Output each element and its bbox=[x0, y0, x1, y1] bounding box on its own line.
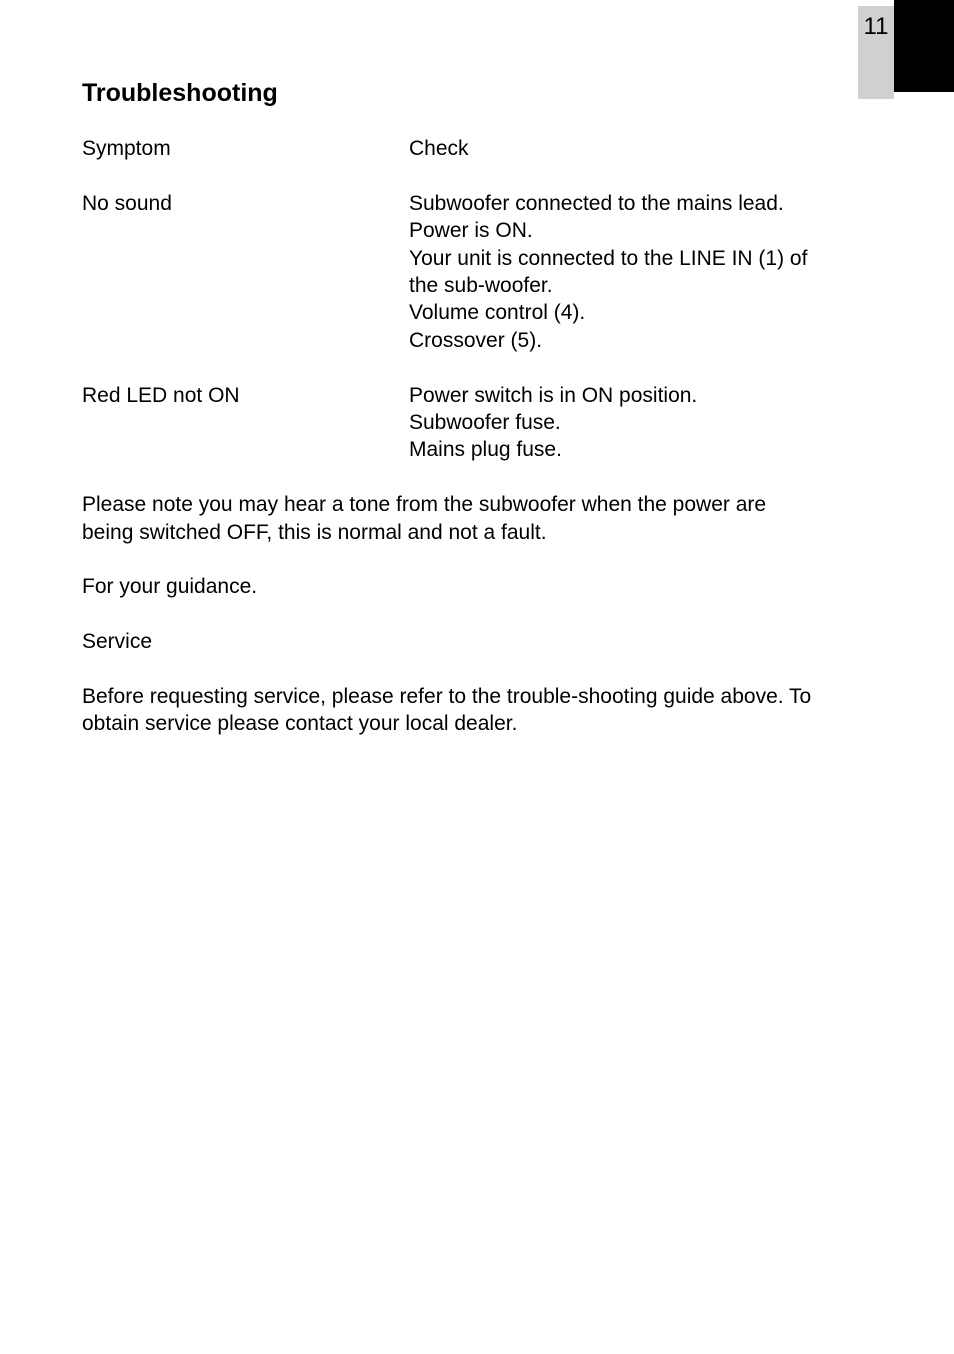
troubleshooting-content bbox=[82, 135, 882, 738]
spacer bbox=[82, 354, 882, 381]
page-tab-black bbox=[894, 0, 954, 92]
spacer bbox=[82, 464, 882, 491]
service-line: obtain service please contact your local dealer. bbox=[82, 712, 518, 736]
page-title: Troubleshooting bbox=[82, 79, 278, 107]
check-cell bbox=[409, 190, 859, 354]
spacer bbox=[82, 546, 882, 573]
note-line: being switched OFF, this is normal and not a fault. bbox=[82, 520, 547, 544]
page-number: 11 bbox=[863, 13, 889, 40]
service-line: Before requesting service, please refer to the trouble-shooting guide above. To bbox=[82, 685, 812, 709]
check-cell bbox=[409, 382, 859, 464]
check-header: Check bbox=[409, 137, 469, 160]
symptom-cell: No sound bbox=[82, 191, 172, 215]
check-item: Mains plug fuse. bbox=[409, 438, 562, 462]
check-item: Your unit is connected to the LINE IN (1) of bbox=[409, 246, 808, 270]
symptom-header: Symptom bbox=[82, 137, 171, 160]
service-paragraph bbox=[82, 683, 882, 738]
service-heading: Service bbox=[82, 630, 153, 654]
check-item: the sub-woofer. bbox=[409, 274, 553, 298]
spacer bbox=[82, 656, 882, 683]
table-row bbox=[82, 382, 882, 464]
note-line: Please note you may hear a tone from the subwoofer when the power are bbox=[82, 493, 767, 517]
check-item: Crossover (5). bbox=[409, 328, 543, 352]
table-row bbox=[82, 190, 882, 354]
note-paragraph bbox=[82, 491, 882, 546]
check-item: Power is ON. bbox=[409, 219, 533, 243]
spacer bbox=[82, 601, 882, 628]
guidance-text: For your guidance. bbox=[82, 575, 258, 599]
check-item: Power switch is in ON position. bbox=[409, 383, 698, 407]
check-item: Subwoofer connected to the mains lead. bbox=[409, 191, 784, 215]
spacer bbox=[82, 162, 882, 189]
check-item: Subwoofer fuse. bbox=[409, 411, 561, 435]
table-header-row bbox=[82, 135, 882, 162]
symptom-cell: Red LED not ON bbox=[82, 383, 240, 407]
check-item: Volume control (4). bbox=[409, 301, 586, 325]
